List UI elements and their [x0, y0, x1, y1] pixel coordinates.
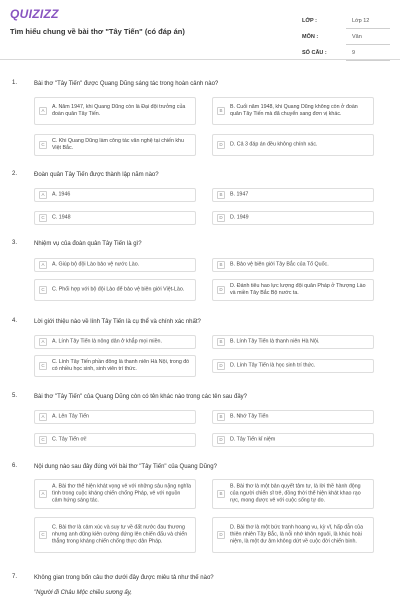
- option-text: D. Cả 3 đáp án đều không chính xác.: [230, 141, 318, 148]
- option-letter-badge: C: [39, 362, 47, 370]
- option-text: A. 1946: [52, 191, 71, 198]
- option-text: C. 1948: [52, 214, 71, 221]
- option-letter-badge: B: [217, 338, 225, 346]
- answer-option-b[interactable]: [212, 188, 374, 202]
- meta-label: SỐ CÂU :: [302, 50, 327, 56]
- option-letter-badge: C: [39, 436, 47, 444]
- option-letter-badge: B: [217, 490, 225, 498]
- question-number: 7.: [12, 574, 18, 580]
- answer-option-a[interactable]: [34, 188, 196, 202]
- question-number: 4.: [12, 318, 18, 324]
- answer-option-a[interactable]: [34, 97, 196, 125]
- option-text: B. Cuối năm 1948, khi Quang Dũng không còn ở đoàn quân Tây Tiến mà đã chuyển sang đơn vị khác.: [230, 104, 358, 117]
- question-text: Nhiệm vụ của đoàn quân Tây Tiến là gì?: [34, 241, 142, 247]
- option-text: B. Bài thơ là một bản quyết tâm tư, là lời thề hành động của người chiến sĩ trẻ, đồng thời thể hiện khát khao rạo rực, mong được vẻ với cuộc sống tự do.: [230, 483, 361, 504]
- option-text: C. Phối hợp với bộ đội Lào để bảo vệ biên giới Việt-Lào.: [52, 286, 185, 293]
- option-letter-badge: B: [217, 261, 225, 269]
- option-text: C. Tây Tiến ơi!: [52, 436, 87, 443]
- option-text: C. Bài thơ là cảm xúc và suy tư về đất nước đau thương nhưng anh dũng kiên cường đứng lên chiến đấu và chiến thắng trong kháng chiến chống thực dân Pháp.: [52, 524, 188, 545]
- answer-option-b[interactable]: [212, 335, 374, 349]
- answer-option-c[interactable]: [34, 433, 196, 447]
- question-text: Bài thơ "Tây Tiến" của Quang Dũng còn có tên khác nào trong các tên sau đây?: [34, 394, 247, 400]
- quizizz-logo: QUIZIZZ: [10, 7, 59, 21]
- option-letter-badge: A: [39, 490, 47, 498]
- option-text: D. Đánh tiêu hao lực lượng đội quân Pháp ở Thượng Lào và miền Tây Bắc Bộ nước ta.: [230, 283, 366, 296]
- meta-underline: [346, 60, 390, 61]
- meta-label: MÔN :: [302, 34, 319, 40]
- poem-quote: "Người đi Châu Mộc chiều sương ấy,: [34, 590, 132, 596]
- answer-option-a[interactable]: [34, 258, 196, 272]
- option-letter-badge: B: [217, 413, 225, 421]
- answer-option-a[interactable]: [34, 479, 196, 509]
- option-letter-badge: C: [39, 286, 47, 294]
- option-letter-badge: A: [39, 261, 47, 269]
- answer-option-d[interactable]: [212, 134, 374, 156]
- meta-underline: [346, 44, 390, 45]
- option-text: D. Lính Tây Tiến là học sinh trí thức.: [230, 362, 316, 369]
- answer-option-b[interactable]: [212, 258, 374, 272]
- option-letter-badge: A: [39, 413, 47, 421]
- answer-option-b[interactable]: [212, 479, 374, 509]
- answer-option-c[interactable]: [34, 355, 196, 377]
- option-letter-badge: C: [39, 141, 47, 149]
- question-number: 2.: [12, 171, 18, 177]
- page-title: Tìm hiểu chung về bài thơ "Tây Tiến" (có đáp án): [10, 27, 185, 36]
- option-text: D. Bài thơ là một bức tranh hoang vu, kỳ vĩ, hấp dẫn của thiên nhiên Tây Bắc, là nỗi nhớ khôn nguôi, là khúc hoài niệm, là một dư âm không dứt về cuộc đời chiến binh.: [230, 524, 364, 545]
- option-text: C. Lính Tây Tiến phần đông là thanh niên Hà Nội, trong đó có nhiều học sinh, sinh viên trí thức.: [52, 359, 190, 372]
- meta-underline: [346, 28, 390, 29]
- option-text: C. Khi Quang Dũng làm công tác văn nghệ tại chiến khu Việt Bắc.: [52, 138, 184, 151]
- answer-option-d[interactable]: [212, 433, 374, 447]
- option-text: A. Bài thơ thể hiện khát vọng vẻ với những sâu nặng nghĩa tình trong cuộc kháng chiến chống Pháp, vẻ với nguồn cảm hứng sáng tác.: [52, 483, 191, 504]
- answer-option-a[interactable]: [34, 335, 196, 349]
- option-letter-badge: D: [217, 141, 225, 149]
- question-text: Không gian trong bốn câu thơ dưới đây được miêu tả như thế nào?: [34, 575, 214, 581]
- question-text: Lời giới thiệu nào về lính Tây Tiến là cụ thể và chính xác nhất?: [34, 319, 201, 325]
- option-text: D. Tây Tiến kỉ niệm: [230, 436, 276, 443]
- meta-label: LỚP :: [302, 18, 317, 24]
- option-letter-badge: D: [217, 436, 225, 444]
- answer-option-d[interactable]: [212, 211, 374, 225]
- option-letter-badge: D: [217, 214, 225, 222]
- option-text: A. Giúp bộ đội Lào bảo vệ nước Lào.: [52, 261, 140, 268]
- answer-option-d[interactable]: [212, 279, 374, 301]
- option-letter-badge: D: [217, 531, 225, 539]
- option-letter-badge: A: [39, 191, 47, 199]
- meta-value: 9: [352, 50, 356, 56]
- answer-option-d[interactable]: [212, 517, 374, 553]
- option-text: A. Năm 1947, khi Quang Dũng còn là Đại đội trưởng của đoàn quân Tây Tiến.: [52, 104, 186, 117]
- question-number: 5.: [12, 393, 18, 399]
- answer-option-c[interactable]: [34, 517, 196, 553]
- option-text: B. 1947: [230, 191, 249, 198]
- question-number: 3.: [12, 240, 18, 246]
- question-text: Bài thơ "Tây Tiến" được Quang Dũng sáng tác trong hoàn cảnh nào?: [34, 81, 219, 87]
- header: [0, 0, 400, 60]
- option-text: B. Nhớ Tây Tiến: [230, 413, 269, 420]
- answer-option-b[interactable]: [212, 97, 374, 125]
- option-letter-badge: C: [39, 531, 47, 539]
- question-text: Đoàn quân Tây Tiến được thành lập năm nào?: [34, 172, 159, 178]
- option-text: A. Lên Tây Tiến: [52, 413, 90, 420]
- question-number: 1.: [12, 80, 18, 86]
- meta-value: Văn: [352, 34, 362, 40]
- option-letter-badge: B: [217, 191, 225, 199]
- answer-option-b[interactable]: [212, 410, 374, 424]
- option-text: D. 1949: [230, 214, 249, 221]
- answer-option-d[interactable]: [212, 359, 374, 373]
- answer-option-c[interactable]: [34, 211, 196, 225]
- meta-value: Lớp 12: [352, 18, 370, 24]
- question-text: Nội dung nào sau đây đúng với bài thơ "Tây Tiến" của Quang Dũng?: [34, 464, 217, 470]
- option-letter-badge: A: [39, 107, 47, 115]
- option-letter-badge: B: [217, 107, 225, 115]
- option-letter-badge: D: [217, 362, 225, 370]
- answer-option-c[interactable]: [34, 279, 196, 301]
- option-letter-badge: C: [39, 214, 47, 222]
- answer-option-c[interactable]: [34, 134, 196, 156]
- meta-info: [300, 14, 390, 62]
- option-letter-badge: D: [217, 286, 225, 294]
- option-text: B. Lính Tây Tiến là thanh niên Hà Nội.: [230, 338, 320, 345]
- meta-row-class: [300, 14, 390, 30]
- meta-row-subject: [300, 30, 390, 46]
- option-text: A. Lính Tây Tiến là nông dân ở khắp mọi miền.: [52, 338, 162, 345]
- option-text: B. Bảo vệ biên giới Tây Bắc của Tổ Quốc.: [230, 261, 329, 268]
- question-number: 6.: [12, 463, 18, 469]
- meta-row-count: [300, 46, 390, 62]
- option-letter-badge: A: [39, 338, 47, 346]
- answer-option-a[interactable]: [34, 410, 196, 424]
